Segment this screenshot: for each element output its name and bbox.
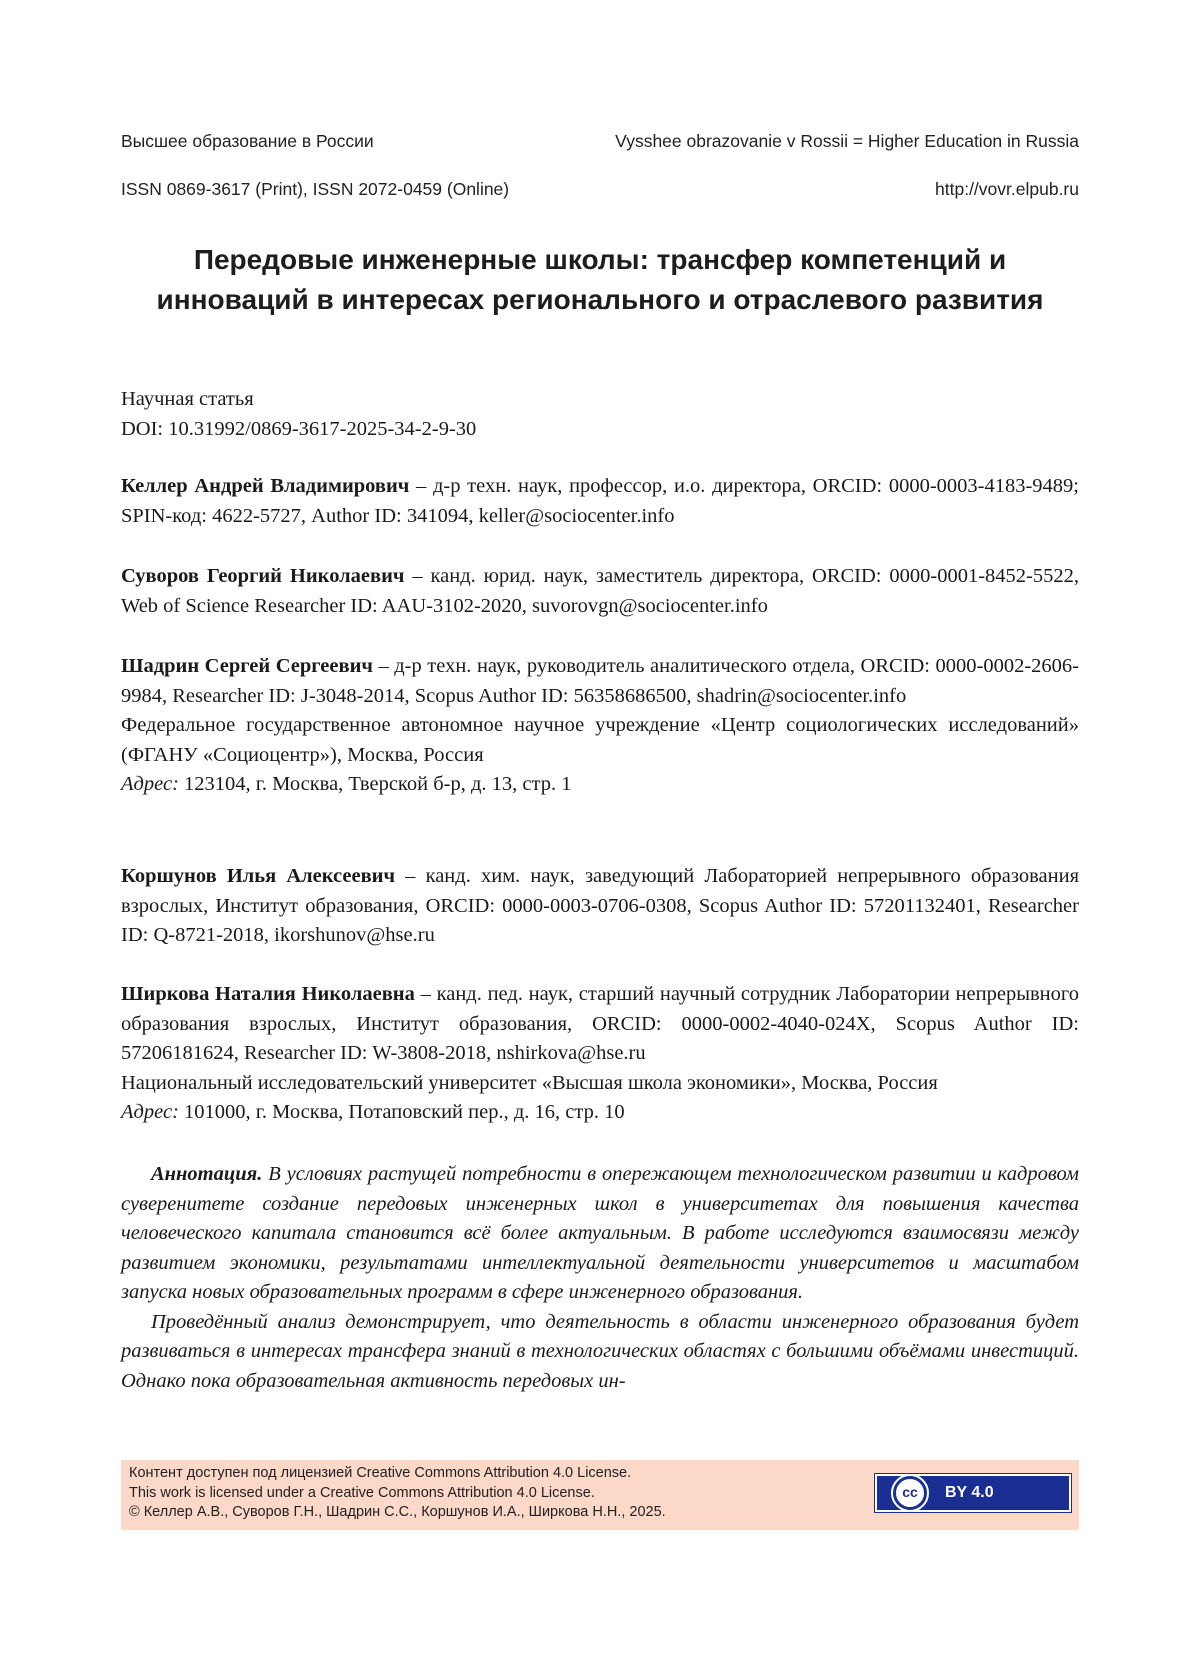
author-block	[121, 652, 1079, 800]
author-details: – канд. хим. наук, заведующий Лабораторией непрерывного образования взрослых, Институт образования, ORCID: 0000-0003-0706-0308, Scopus Author ID: 57201132401, Researcher ID: Q-8721-2018, ikorshunov@hse.ru	[121, 865, 1079, 946]
author-block	[121, 862, 1079, 951]
abstract-label: Аннотация.	[151, 1163, 263, 1185]
author-details: – канд. пед. наук, старший научный сотрудник Лаборатории непрерывного образования взрослых, Институт образования, ORCID: 0000-0002-4040-024X, Scopus Author ID: 57206181624, Researcher ID: W-3808-2018, nshirkova@hse.ru	[121, 983, 1080, 1064]
issn: ISSN 0869-3617 (Print), ISSN 2072-0459 (Online)	[121, 179, 510, 199]
issn-line	[121, 179, 1079, 200]
running-header	[121, 131, 1079, 152]
address-text: 101000, г. Москва, Потаповский пер., д. 16, стр. 10	[178, 1101, 625, 1123]
author-name: Коршунов Илья Алексеевич	[121, 865, 396, 887]
article-doi[interactable]: DOI: 10.31992/0869-3617-2025-34-2-9-30	[121, 417, 477, 440]
license-line-ru: Контент доступен под лицензией Creative Commons Attribution 4.0 License.	[129, 1465, 632, 1481]
author-block	[121, 472, 1079, 531]
journal-title-ru: Высшее образование в России	[121, 131, 374, 151]
abstract-paragraph: Проведённый анализ демонстрирует, что деятельность в области инженерного образования будет развиваться в интересах трансфера знаний в технологических областях с большими объёмами инвестиций. Однако пока образовательная активность передовых ин-	[121, 1310, 1079, 1392]
address-label: Адрес:	[121, 1101, 179, 1123]
abstract-text: В условиях растущей потребности в опережающем технологическом развитии и кадровом суверенитете создание передовых инженерных школ в университетах для повышения качества человеческого капитала становится всё более актуальным. В работе исследуются взаимосвязи между развитием экономики, результатами интеллектуальной деятельности университетов и масштабом запуска новых образовательных программ в сфере инженерного образования.	[121, 1163, 1079, 1303]
author-details: – д-р техн. наук, профессор, и.о. директора, ORCID: 0000-0003-4183-9489; SPIN-код: 4622-5727, Author ID: 341094, keller@sociocenter.info	[121, 475, 1079, 527]
author-name: Келлер Андрей Владимирович	[121, 475, 410, 497]
author-name: Ширкова Наталия Николаевна	[121, 983, 415, 1005]
affiliation-address	[121, 1098, 1079, 1128]
journal-title-en: Vysshee obrazovanie v Rossii = Higher Education in Russia	[615, 131, 1079, 151]
license-box	[121, 1460, 1079, 1530]
abstract-paragraph	[121, 1160, 1079, 1308]
article-meta	[121, 385, 1079, 444]
author-name: Шадрин Сергей Сергеевич	[121, 655, 373, 677]
author-block	[121, 562, 1079, 621]
license-line-en[interactable]: This work is licensed under a Creative Commons Attribution 4.0 License.	[129, 1484, 595, 1501]
author-details: – д-р техн. наук, руководитель аналитического отдела, ORCID: 0000-0002-2606-9984, Researcher ID: J-3048-2014, Scopus Author ID: 56358686500, shadrin@sociocenter.info	[121, 655, 1079, 707]
author-details: – канд. юрид. наук, заместитель директора, ORCID: 0000-0001-8452-5522, Web of Science Researcher ID: AAU-3102-2020, suvorovgn@sociocenter.info	[121, 565, 1080, 617]
article-title: Передовые инженерные школы: трансфер компетенций и инноваций в интересах регионального и отраслевого развития	[156, 244, 1044, 315]
abstract	[121, 1160, 1079, 1396]
cc-by-badge[interactable]	[875, 1474, 1071, 1512]
creative-commons-icon: cc	[893, 1476, 927, 1510]
author-name: Суворов Георгий Николаевич	[121, 565, 405, 587]
affiliation-org: Национальный исследовательский университет «Высшая школа экономики», Москва, Россия	[121, 1071, 938, 1094]
cc-by-label: BY 4.0	[945, 1484, 994, 1502]
copyright-line: © Келлер А.В., Суворов Г.Н., Шадрин С.С., Коршунов И.А., Ширкова Н.Н., 2025.	[129, 1504, 666, 1520]
article-type: Научная статья	[121, 388, 254, 410]
address-text: 123104, г. Москва, Тверской б-р, д. 13, стр. 1	[178, 773, 572, 795]
journal-url[interactable]: http://vovr.elpub.ru	[935, 179, 1079, 199]
author-block	[121, 980, 1079, 1128]
affiliation-address	[121, 770, 1079, 800]
affiliation-org: Федеральное государственное автономное научное учреждение «Центр социологических исследований» (ФГАНУ «Социоцентр»), Москва, Россия	[121, 714, 1079, 766]
address-label: Адрес:	[121, 773, 179, 795]
